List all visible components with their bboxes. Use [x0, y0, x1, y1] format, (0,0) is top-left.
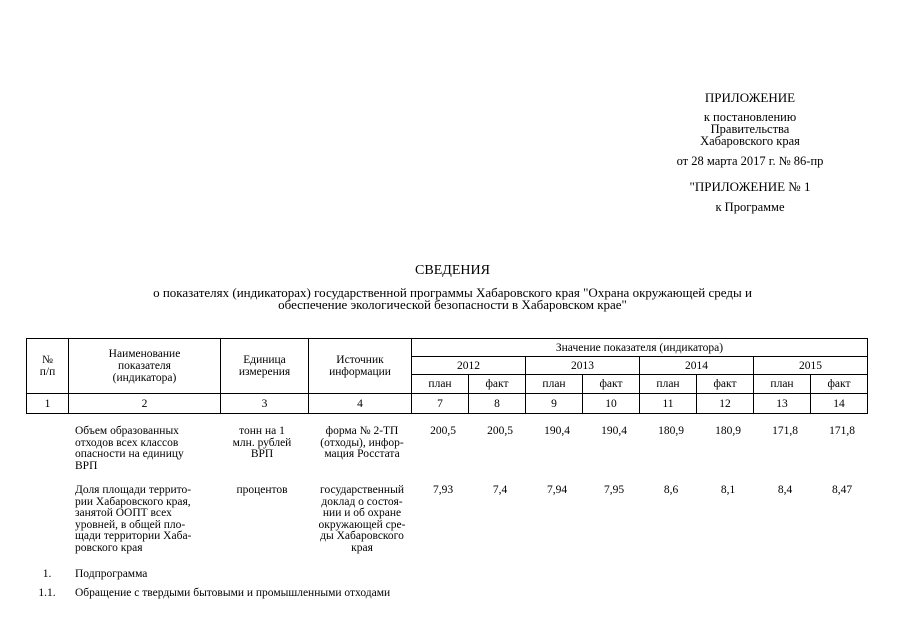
row1-source-line1: форма № 2-ТП: [325, 425, 399, 437]
section1-text: Подпрограмма: [75, 568, 148, 580]
colnum-11: 11: [640, 394, 697, 414]
header-source: [309, 339, 412, 394]
document-title: СВЕДЕНИЯ: [415, 263, 490, 278]
row2-source-line3: нии и об охране: [322, 507, 402, 519]
row2-name: [75, 485, 191, 554]
colnum-8: 8: [469, 394, 526, 414]
row1-name-line1: Объем образованных: [75, 425, 179, 437]
header-value-group: Значение показателя (индикатора): [412, 339, 868, 357]
header-num: [27, 339, 69, 394]
colnum-9: 9: [526, 394, 583, 414]
row1-value-2013-fact: 190,4: [601, 425, 627, 437]
header-fact-2014: факт: [697, 375, 754, 394]
government-label: Правительства: [710, 122, 790, 136]
row1-value-2014-plan: 180,9: [658, 425, 684, 437]
row1-value-2013-plan: 190,4: [544, 425, 570, 437]
row1-value-2012-fact: 200,5: [487, 425, 513, 437]
row2-source-line1: государственный: [320, 484, 404, 496]
row2-source-line4: окружающей сре-: [318, 518, 406, 531]
row1-unit-line2: млн. рублей: [232, 436, 292, 449]
section1-num: 1.: [42, 568, 52, 580]
colnum-10: 10: [583, 394, 640, 414]
header-num-line1: №: [42, 354, 53, 366]
row2-unit-line1: процентов: [236, 484, 288, 496]
header-plan-2012: план: [412, 375, 469, 394]
appendix-label: ПРИЛОЖЕНИЕ: [704, 90, 796, 105]
header-year-2012: 2012: [412, 357, 526, 375]
header-name-line1: Наименование: [108, 348, 181, 360]
header-plan-2014: план: [640, 375, 697, 394]
row1-name-line4: ВРП: [75, 459, 98, 472]
row2-source-line5: ды Хабаровского: [320, 530, 404, 542]
row2-name-line2: рии Хабаровского края,: [75, 495, 191, 508]
row2-value-2013-plan: 7,94: [546, 484, 568, 496]
row1-source-line2: (отходы), инфор-: [320, 436, 404, 449]
subtitle-line-1: о показателях (индикаторах) государственной программы Хабаровского края "Охрана окружающей среды и: [153, 285, 752, 300]
colnum-4: 4: [309, 394, 412, 414]
row2-source-line6: края: [351, 541, 373, 554]
row2-value-2015-plan: 8,4: [777, 484, 793, 496]
row1-value-2012-plan: 200,5: [430, 425, 456, 437]
header-plan-2013: план: [526, 375, 583, 394]
section2-num: 1.1.: [38, 587, 56, 599]
row2-name-line6: ровского края: [75, 541, 143, 554]
row2-source-line2: доклад о состоя-: [321, 495, 403, 508]
header-source-line1: Источник: [336, 354, 384, 366]
subtitle-line-2: обеспечение экологической безопасности в Хабаровском крае": [278, 297, 627, 312]
row1-name-line3: опасности на единицу: [75, 448, 184, 460]
row2-value-2015-fact: 8,47: [831, 484, 853, 496]
row2-value-2014-fact: 8,1: [720, 484, 736, 496]
header-year-2014: 2014: [640, 357, 754, 375]
header-unit: [221, 339, 309, 394]
row2-name-line3: занятой ООПТ всех: [75, 507, 172, 519]
row1-source: [312, 426, 412, 461]
colnum-12: 12: [697, 394, 754, 414]
row1-unit-line3: ВРП: [250, 448, 274, 460]
row1-name-line2: отходов всех классов: [75, 436, 179, 449]
colnum-2: 2: [69, 394, 221, 414]
row2-value-2012-plan: 7,93: [432, 484, 454, 496]
header-name-line3: (индикатора): [112, 372, 177, 384]
appendix1-label: "ПРИЛОЖЕНИЕ № 1: [689, 179, 811, 194]
document-subtitle: [0, 287, 905, 311]
row2-name-line1: Доля площади террито-: [75, 484, 192, 496]
row1-name: [75, 426, 184, 472]
colnum-14: 14: [811, 394, 868, 414]
row2-unit: [222, 485, 302, 497]
section2-text: Обращение с твердыми бытовыми и промышленными отходами: [75, 587, 391, 599]
row1-value-2015-plan: 171,8: [772, 425, 798, 437]
to-program-label: к Программе: [715, 200, 785, 214]
header-fact-2012: факт: [469, 375, 526, 394]
date-number-label: от 28 марта 2017 г. № 86-пр: [676, 154, 824, 168]
header-plan-2015: план: [754, 375, 811, 394]
header-unit-line2: измерения: [238, 366, 291, 378]
header-fact-2015: факт: [811, 375, 868, 394]
row1-value-2014-fact: 180,9: [715, 425, 741, 437]
row1-source-line3: мация Росстата: [324, 448, 400, 460]
row2-name-line4: уровней, в общей пло-: [75, 518, 186, 531]
colnum-13: 13: [754, 394, 811, 414]
row1-unit: [222, 426, 302, 461]
header-unit-line1: Единица: [243, 354, 286, 366]
colnum-1: 1: [27, 394, 69, 414]
header-num-line2: п/п: [39, 366, 56, 378]
header-year-2013: 2013: [526, 357, 640, 375]
header-name-line2: показателя: [118, 360, 171, 372]
header-fact-2013: факт: [583, 375, 640, 394]
row2-value-2012-fact: 7,4: [492, 484, 508, 496]
row2-source: [312, 485, 412, 554]
row2-value-2014-plan: 8,6: [663, 484, 679, 496]
colnum-7: 7: [412, 394, 469, 414]
header-year-2015: 2015: [754, 357, 868, 375]
colnum-3: 3: [221, 394, 309, 414]
to-resolution-label: к постановлению: [703, 110, 797, 124]
indicators-table-header: [26, 338, 868, 414]
row1-value-2015-fact: 171,8: [829, 425, 855, 437]
row2-name-line5: щади территории Хаба-: [75, 530, 192, 542]
row2-value-2013-fact: 7,95: [603, 484, 625, 496]
row1-unit-line1: тонн на 1: [239, 425, 285, 437]
header-source-line2: информации: [329, 366, 391, 378]
region-label: Хабаровского края: [700, 134, 800, 148]
header-name: [69, 339, 221, 394]
